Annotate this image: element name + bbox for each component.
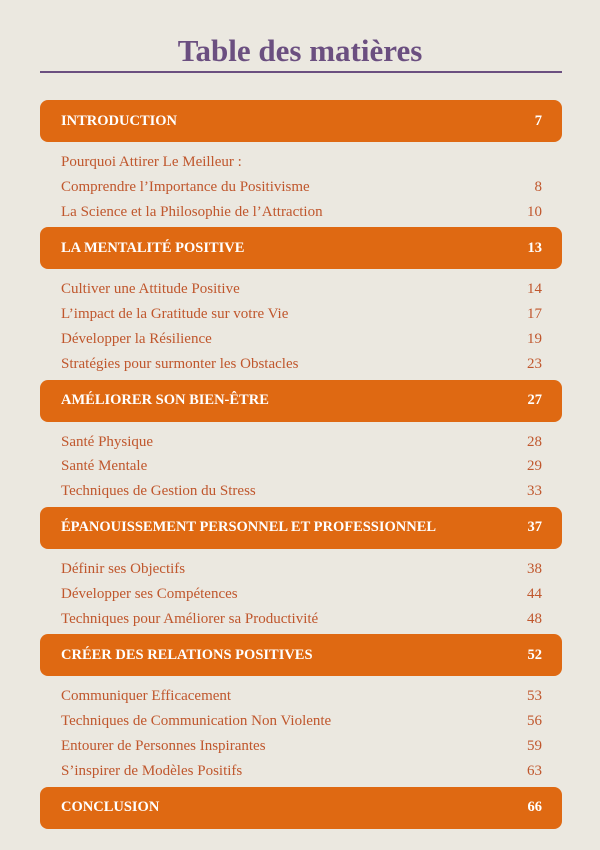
entry-title: Santé Mentale	[61, 458, 148, 475]
toc-entry[interactable]	[40, 759, 562, 784]
entry-title: S’inspirer de Modèles Positifs	[61, 762, 243, 779]
table-of-contents	[40, 100, 562, 837]
toc-entry[interactable]	[40, 684, 562, 709]
entry-page-number: 38	[527, 560, 542, 577]
entry-page-number: 44	[527, 585, 542, 602]
toc-entry[interactable]	[40, 734, 562, 759]
entry-page-number: 48	[527, 610, 542, 627]
toc-entry[interactable]	[40, 454, 562, 479]
section-entries	[40, 142, 562, 227]
section-title: AMÉLIORER SON BIEN-ÊTRE	[61, 392, 269, 409]
entry-title: Définir ses Objectifs	[61, 560, 186, 577]
entry-title: Techniques de Communication Non Violente	[61, 713, 332, 730]
toc-entry[interactable]	[40, 277, 562, 302]
section-page-number: 7	[534, 112, 542, 129]
section-header[interactable]	[40, 507, 562, 549]
entry-page-number: 33	[527, 483, 542, 500]
section-header[interactable]	[40, 787, 562, 829]
section-title: INTRODUCTION	[61, 112, 178, 129]
toc-entry[interactable]	[40, 200, 562, 225]
toc-entry[interactable]	[40, 150, 562, 200]
entry-page-number: 23	[527, 355, 542, 372]
title-underline	[40, 71, 562, 73]
entry-title: Communiquer Efficacement	[61, 688, 232, 705]
section-header[interactable]	[40, 227, 562, 269]
entry-title: L’impact de la Gratitude sur votre Vie	[61, 306, 289, 323]
entry-page-number: 53	[527, 688, 542, 705]
entry-page-number: 28	[527, 433, 542, 450]
section-header[interactable]	[40, 380, 562, 422]
toc-entry[interactable]	[40, 327, 562, 352]
section-entries	[40, 422, 562, 507]
entry-title: Entourer de Personnes Inspirantes	[61, 737, 266, 754]
section-entries	[40, 549, 562, 634]
page-title: Table des matières	[177, 33, 423, 68]
entry-page-number: 63	[527, 762, 542, 779]
toc-entry[interactable]	[40, 430, 562, 455]
section-title: CONCLUSION	[61, 799, 160, 816]
entry-title: Cultiver une Attitude Positive	[61, 281, 240, 298]
entry-title: Santé Physique	[61, 433, 154, 450]
toc-entry[interactable]	[40, 709, 562, 734]
entry-page-number: 10	[527, 203, 542, 220]
section-page-number: 66	[527, 799, 542, 816]
entry-title: Pourquoi Attirer Le Meilleur : Comprendre l’Importance du Positivisme	[61, 154, 310, 195]
entry-page-number: 8	[534, 178, 542, 195]
toc-entry[interactable]	[40, 582, 562, 607]
section-header[interactable]	[40, 100, 562, 142]
entry-page-number: 56	[527, 713, 542, 730]
section-entries	[40, 676, 562, 786]
entry-page-number: 17	[527, 306, 542, 323]
section-page-number: 37	[527, 519, 542, 536]
entry-title: Développer la Résilience	[61, 330, 212, 347]
toc-entry[interactable]	[40, 557, 562, 582]
toc-entry[interactable]	[40, 302, 562, 327]
entry-page-number: 14	[527, 281, 542, 298]
toc-entry[interactable]	[40, 352, 562, 377]
section-page-number: 13	[527, 239, 542, 256]
toc-entry[interactable]	[40, 607, 562, 632]
entry-title: Développer ses Compétences	[61, 585, 238, 602]
section-page-number: 27	[527, 392, 542, 409]
section-entries	[40, 269, 562, 379]
entry-page-number: 59	[527, 737, 542, 754]
entry-title: Techniques de Gestion du Stress	[61, 483, 256, 500]
entry-page-number: 19	[527, 330, 542, 347]
section-header[interactable]	[40, 634, 562, 676]
section-spacer	[40, 829, 562, 837]
entry-title: La Science et la Philosophie de l’Attraction	[61, 203, 323, 220]
entry-page-number: 29	[527, 458, 542, 475]
entry-title: Techniques pour Améliorer sa Productivité	[61, 610, 319, 627]
section-title: LA MENTALITÉ POSITIVE	[61, 239, 245, 256]
entry-title: Stratégies pour surmonter les Obstacles	[61, 355, 299, 372]
section-title: CRÉER DES RELATIONS POSITIVES	[61, 646, 313, 663]
section-page-number: 52	[527, 646, 542, 663]
section-title: ÉPANOUISSEMENT PERSONNEL ET PROFESSIONNEL	[61, 519, 437, 536]
toc-entry[interactable]	[40, 479, 562, 504]
